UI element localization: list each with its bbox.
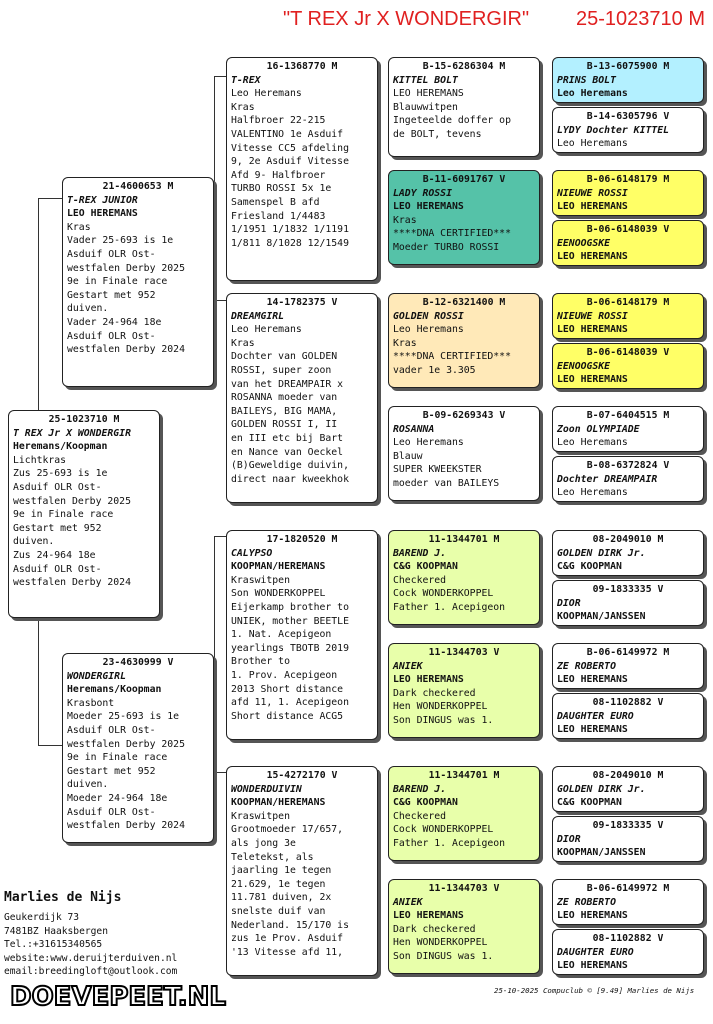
color: Kras — [67, 221, 91, 233]
pigeon-name: Zoon OLYMPIADE — [557, 423, 640, 435]
owner: LEO HEREMANS — [557, 910, 628, 922]
owner: C&G KOOPMAN — [557, 561, 622, 573]
pigeon-name: ANIEK — [393, 896, 423, 908]
owner: LEO HEREMANS — [557, 960, 628, 972]
pigeon-name: EENOOGSKE — [557, 360, 611, 372]
owner: Leo Heremans — [557, 138, 628, 150]
pigeon-name: DAUGHTER EURO — [557, 946, 634, 958]
ring-number: B-06-6148179 M — [586, 174, 670, 185]
ring-number: 11-1344703 V — [428, 883, 500, 894]
pigeon-name: CALYPSO — [231, 547, 273, 559]
owner: LEO HEREMANS — [393, 88, 464, 100]
pigeon-name: LYDY Dochter KITTEL — [557, 124, 670, 136]
connector — [214, 536, 226, 537]
g4-card[interactable] — [552, 643, 704, 689]
pedigree-ring-number: 25-1023710 M — [576, 8, 705, 30]
pigeon-name: WONDERDUIVIN — [231, 783, 302, 795]
owner: LEO HEREMANS — [557, 324, 628, 336]
color: Krasbont — [67, 697, 115, 709]
color: Blauw — [393, 450, 423, 462]
ring-number: B-13-6075900 M — [586, 61, 670, 72]
owner: LEO HEREMANS — [557, 251, 628, 263]
ring-number: 15-4272170 V — [266, 770, 338, 781]
owner: Leo Heremans — [557, 487, 628, 499]
owner: KOOPMAN/HEREMANS — [231, 797, 326, 809]
owner: Heremans/Koopman — [13, 441, 108, 453]
owner: LEO HEREMANS — [557, 374, 628, 386]
g4-card[interactable] — [552, 57, 704, 103]
color: Kraswitpen — [231, 574, 290, 586]
g4-card[interactable] — [552, 530, 704, 576]
color: Blauwwitpen — [393, 101, 458, 113]
connector — [214, 76, 226, 77]
color: Kras — [231, 101, 255, 113]
color: Kras — [393, 214, 417, 226]
ring-number: B-06-6148179 M — [586, 297, 670, 308]
ring-number: 23-4630999 V — [102, 657, 174, 668]
breeder-street: Geukerdijk 73 — [4, 912, 80, 923]
color: Kras — [393, 337, 417, 349]
owner: Leo Heremans — [557, 437, 628, 449]
pigeon-name: DAUGHTER EURO — [557, 710, 634, 722]
owner: C&G KOOPMAN — [393, 561, 458, 573]
pigeon-name: Dochter DREAMPAIR — [557, 473, 658, 485]
pigeon-name: KITTEL BOLT — [393, 74, 458, 86]
owner: Heremans/Koopman — [67, 684, 162, 696]
ring-number: B-11-6091767 V — [422, 174, 506, 185]
doevepeet-logo: DOEVEPEET.NL — [10, 982, 226, 1012]
pigeon-name: DIOR — [557, 833, 581, 845]
ring-number: 21-4600653 M — [102, 181, 174, 192]
connector — [38, 198, 63, 411]
ring-number: 11-1344703 V — [428, 647, 500, 658]
pigeon-name: BAREND J. — [393, 547, 447, 559]
pigeon-name: T-REX — [231, 74, 261, 86]
pigeon-name: ZE ROBERTO — [557, 660, 616, 672]
owner: Leo Heremans — [393, 324, 464, 336]
sire-card[interactable] — [62, 177, 214, 387]
owner: LEO HEREMANS — [393, 674, 464, 686]
breeder-email[interactable]: email:breedingloft@outlook.com — [4, 966, 178, 977]
pigeon-name: DREAMGIRL — [231, 310, 285, 322]
g4-card[interactable] — [552, 879, 704, 925]
ring-number: 14-1782375 V — [266, 297, 338, 308]
description: Cock WONDERKOPPEL Father 1. Acepigeon — [393, 824, 506, 849]
ring-number: 09-1833335 V — [592, 584, 664, 595]
g4-card[interactable] — [552, 693, 704, 739]
g4-card[interactable] — [552, 456, 704, 502]
pigeon-name: GOLDEN DIRK Jr. — [557, 547, 646, 559]
dam-dam-card[interactable] — [226, 766, 378, 976]
g4-card[interactable] — [552, 107, 704, 153]
color: Lichtkras — [13, 454, 67, 466]
owner: LEO HEREMANS — [393, 201, 464, 213]
g3-card[interactable] — [388, 57, 540, 157]
ring-number: B-06-6149972 M — [586, 883, 670, 894]
owner: KOOPMAN/JANSSEN — [557, 847, 646, 859]
g4-card[interactable] — [552, 406, 704, 452]
sire-sire-card[interactable] — [226, 57, 378, 281]
color: Kras — [231, 337, 255, 349]
ring-number: 08-2049010 M — [592, 770, 664, 781]
page-header — [0, 6, 713, 32]
pigeon-name: ROSANNA — [393, 423, 435, 435]
ring-number: 11-1344701 M — [428, 534, 500, 545]
color: Kraswitpen — [231, 810, 290, 822]
description: Ingeteelde doffer op de BOLT, tevens — [393, 115, 511, 140]
pigeon-name: ZE ROBERTO — [557, 896, 616, 908]
description: Moeder 25-693 is 1e Asduif OLR Ost- westfalen Derby 2025 9e in Finale race Gestart met 952 duiven. Moeder 24-964 18e Asduif OLR Ost- westfalen Derby 2024 — [67, 711, 185, 832]
g4-card[interactable] — [552, 766, 704, 812]
description: Grootmoeder 17/657, als jong 3e Teletekst, als jaarling 1e tegen 21.629, 1e tegen 11.781 duiven, 2x snelste duif van Nederland. 15/170 is zus 1e Prov. Asduif '13 Vitesse afd 11, — [231, 824, 349, 958]
pigeon-name: BAREND J. — [393, 783, 447, 795]
dam-card[interactable] — [62, 653, 214, 843]
owner: LEO HEREMANS — [557, 724, 628, 736]
description: Dochter van GOLDEN ROSSI, super zoon van het DREAMPAIR x ROSANNA moeder van BAILEYS, BIG MAMA, GOLDEN ROSSI I, II en III etc bij Bart en Nance van Oeckel (B)Geweldige duivin, direct naar kweekhok — [231, 351, 349, 485]
sire-dam-card[interactable] — [226, 293, 378, 503]
g3-card[interactable] — [388, 170, 540, 265]
ring-number: 09-1833335 V — [592, 820, 664, 831]
color: Checkered — [393, 810, 447, 822]
pigeon-name: NIEUWE ROSSI — [557, 187, 628, 199]
breeder-name: Marlies de Nijs — [4, 890, 122, 905]
owner: Leo Heremans — [231, 88, 302, 100]
ring-number: B-06-6148039 V — [586, 347, 670, 358]
g3-card[interactable] — [388, 643, 540, 738]
g3-card[interactable] — [388, 406, 540, 501]
ring-number: B-08-6372824 V — [586, 460, 670, 471]
description: ****DNA CERTIFIED*** vader 1e 3.305 — [393, 351, 511, 376]
subject-card[interactable] — [8, 410, 160, 618]
owner: Leo Heremans — [393, 437, 464, 449]
connector — [38, 617, 63, 746]
owner: LEO HEREMANS — [67, 208, 138, 220]
owner: Leo Heremans — [231, 324, 302, 336]
description: Zus 25-693 is 1e Asduif OLR Ost- westfalen Derby 2025 9e in Finale race Gestart met 952 duiven. Zus 24-964 18e Asduif OLR Ost- westfalen Derby 2024 — [13, 468, 131, 589]
g4-card[interactable] — [552, 580, 704, 626]
connector — [214, 772, 226, 773]
pigeon-name: T-REX JUNIOR — [67, 194, 138, 206]
g4-card[interactable] — [552, 170, 704, 216]
owner: KOOPMAN/JANSSEN — [557, 611, 646, 623]
ring-number: B-09-6269343 V — [422, 410, 506, 421]
ring-number: B-14-6305796 V — [586, 111, 670, 122]
ring-number: 17-1820520 M — [266, 534, 338, 545]
pigeon-name: NIEUWE ROSSI — [557, 310, 628, 322]
pigeon-name: T REX Jr X WONDERGIR — [13, 427, 131, 439]
ring-number: B-06-6148039 V — [586, 224, 670, 235]
description: Vader 25-693 is 1e Asduif OLR Ost- westfalen Derby 2025 9e in Finale race Gestart met 952 duiven. Vader 24-964 18e Asduif OLR Ost- westfalen Derby 2024 — [67, 235, 185, 356]
breeder-phone: Tel.:+31615340565 — [4, 939, 103, 950]
description: Halfbroer 22-215 VALENTINO 1e Asduif Vitesse CC5 afdeling 9, 2e Asduif Vitesse Afd 9- Halfbroer TURBO ROSSI 5x 1e Samenspel B afd Friesland 1/4483 1/1951 1/1832 1/1191 1/811 8/1028 12/1549 — [231, 115, 349, 249]
g4-card[interactable] — [552, 293, 704, 339]
description: Hen WONDERKOPPEL Son DINGUS was 1. — [393, 701, 494, 726]
owner: LEO HEREMANS — [557, 201, 628, 213]
ring-number: 08-2049010 M — [592, 534, 664, 545]
breeder-website[interactable]: website:www.deruijterduiven.nl — [4, 952, 178, 964]
dam-sire-card[interactable] — [226, 530, 378, 740]
owner: LEO HEREMANS — [393, 910, 464, 922]
g4-card[interactable] — [552, 220, 704, 266]
connector — [214, 300, 226, 301]
pigeon-name: ANIEK — [393, 660, 423, 672]
description: Son WONDERKOPPEL Eijerkamp brother to UNIEK, mother BEETLE 1. Nat. Acepigeon yearlings TBOTB 2019 Brother to 1. Prov. Acepigeon 2013 Short distance afd 11, 1. Acepigeon Short distance ACG5 — [231, 588, 349, 722]
pigeon-name: DIOR — [557, 597, 581, 609]
description: Hen WONDERKOPPEL Son DINGUS was 1. — [393, 937, 494, 962]
owner: C&G KOOPMAN — [557, 797, 622, 809]
pigeon-name: GOLDEN DIRK Jr. — [557, 783, 646, 795]
pigeon-name: GOLDEN ROSSI — [393, 310, 464, 322]
pigeon-name: LADY ROSSI — [393, 187, 452, 199]
ring-number: 11-1344701 M — [428, 770, 500, 781]
g3-card[interactable] — [388, 766, 540, 861]
breeder-info — [4, 890, 214, 979]
color: Dark checkered — [393, 923, 476, 935]
owner: Leo Heremans — [557, 88, 628, 100]
owner: C&G KOOPMAN — [393, 797, 458, 809]
ring-number: B-15-6286304 M — [422, 61, 506, 72]
breeder-city: 7481BZ Haaksbergen — [4, 925, 108, 937]
owner: KOOPMAN/HEREMANS — [231, 561, 326, 573]
description: SUPER KWEEKSTER moeder van BAILEYS — [393, 464, 500, 489]
description: ****DNA CERTIFIED*** Moeder TURBO ROSSI — [393, 228, 511, 253]
g4-card[interactable] — [552, 343, 704, 389]
pigeon-name: PRINS BOLT — [557, 74, 616, 86]
ring-number: B-12-6321400 M — [422, 297, 506, 308]
g4-card[interactable] — [552, 929, 704, 975]
ring-number: 25-1023710 M — [48, 414, 120, 425]
ring-number: 16-1368770 M — [266, 61, 338, 72]
ring-number: B-07-6404515 M — [586, 410, 670, 421]
g3-card[interactable] — [388, 530, 540, 625]
color: Checkered — [393, 574, 447, 586]
owner: LEO HEREMANS — [557, 674, 628, 686]
pedigree-title: "T REX Jr X WONDERGIR" — [283, 8, 530, 30]
color: Dark checkered — [393, 687, 476, 699]
g4-card[interactable] — [552, 816, 704, 862]
g3-card[interactable] — [388, 293, 540, 388]
pigeon-name: EENOOGSKE — [557, 237, 611, 249]
pigeon-name: WONDERGIRL — [67, 670, 126, 682]
ring-number: 08-1102882 V — [592, 697, 664, 708]
ring-number: B-06-6149972 M — [586, 647, 670, 658]
ring-number: 08-1102882 V — [592, 933, 664, 944]
footer-credits: 25-10-2025 Compuclub © [9.49] Marlies de Nijs — [494, 986, 695, 995]
description: Cock WONDERKOPPEL Father 1. Acepigeon — [393, 588, 506, 613]
g3-card[interactable] — [388, 879, 540, 974]
